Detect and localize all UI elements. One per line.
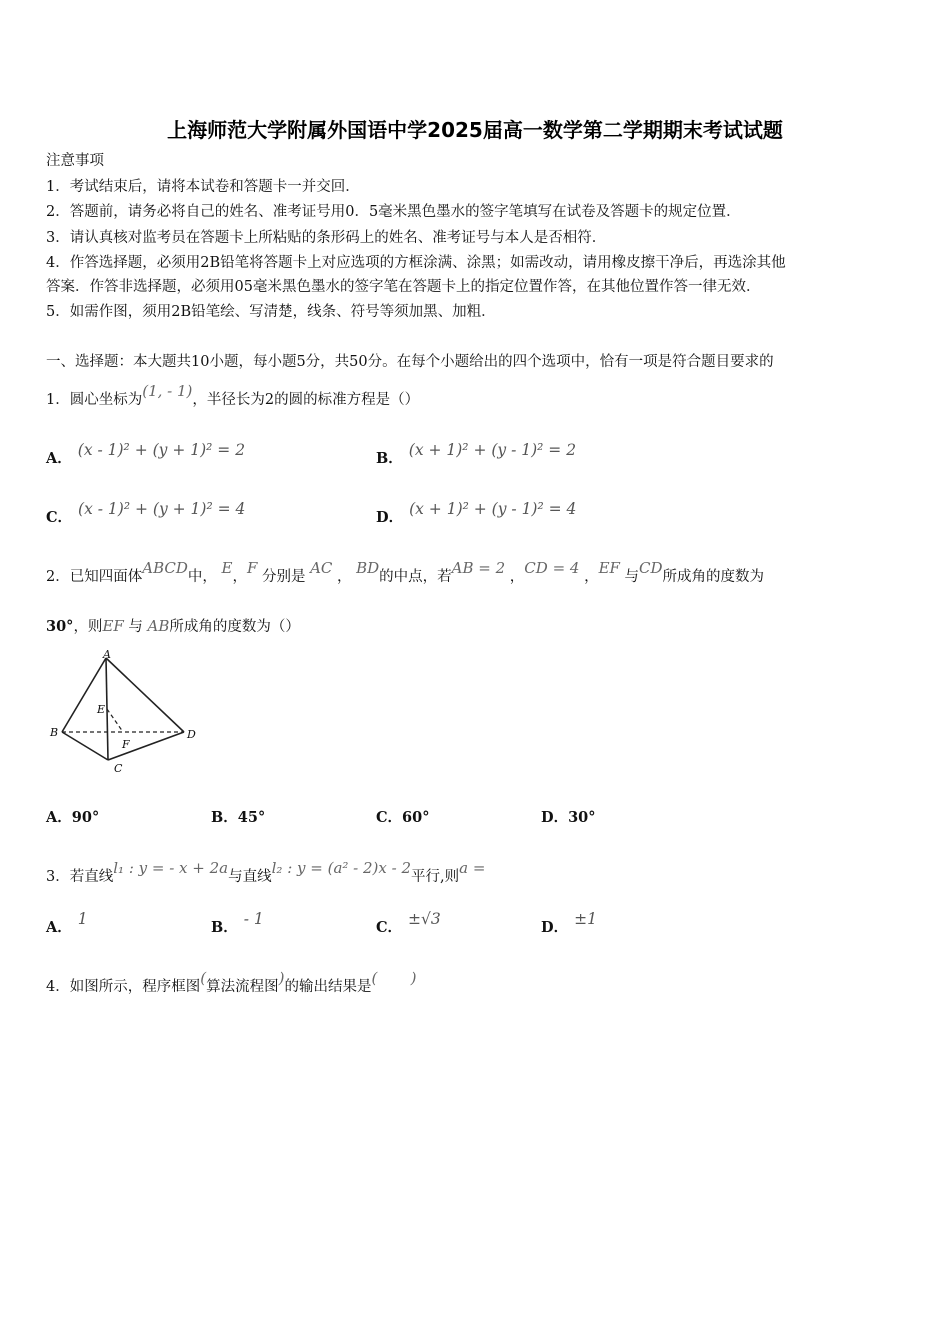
q2-math: ABCD	[142, 559, 188, 577]
question-number: 3．	[46, 869, 70, 885]
q4-paren: )	[278, 969, 285, 987]
question-4	[46, 969, 417, 997]
q2-text: 的中点，若	[379, 569, 452, 585]
option-value: - 1	[243, 910, 264, 928]
q2-math: CD	[639, 559, 663, 577]
vertex-label: B	[50, 726, 59, 739]
q2-math: F	[246, 559, 258, 577]
q1-option-a[interactable]	[46, 441, 246, 469]
question-1	[46, 382, 420, 410]
option-label: C．	[376, 809, 403, 826]
tetrahedron-figure	[46, 650, 206, 778]
vertex-label: D	[187, 728, 196, 741]
option-expr: (x + 1)² + (y - 1)² = 2	[408, 441, 577, 459]
option-label: D．	[541, 809, 569, 826]
option-value: 60°	[402, 809, 430, 826]
q2-math: EF	[102, 617, 124, 635]
q2-option-a[interactable]	[46, 808, 99, 828]
question-3	[46, 859, 486, 887]
option-label: A．	[46, 809, 72, 826]
q2-text: 所成角的度数为（）	[169, 619, 300, 635]
q3-line-2: l₂ : y = (a² - 2)x - 2	[271, 859, 412, 877]
q2-text: 与	[624, 569, 640, 585]
question-2	[46, 559, 765, 587]
q1-center: (1, - 1)	[142, 382, 193, 400]
option-value: ±√3	[408, 910, 441, 928]
q2-text: 中，	[187, 569, 217, 585]
q2-text: 已知四面体	[69, 569, 143, 585]
q1-option-c[interactable]	[46, 500, 246, 528]
q1-text-2: ，半径长为2的圆的标准方程是（）	[192, 392, 420, 408]
q3-option-d[interactable]	[541, 910, 597, 938]
notice-item: 5．如需作图，须用2B铅笔绘、写清楚，线条、符号等须加黑、加粗．	[46, 304, 496, 320]
q2-text: ，	[584, 569, 599, 585]
option-value: 90°	[71, 809, 100, 826]
q2-math: BD	[356, 559, 380, 577]
q2-text: 分别是	[261, 569, 306, 585]
q3-option-c[interactable]	[376, 910, 441, 938]
q1-text: 圆心坐标为	[69, 392, 143, 408]
option-label: D．	[541, 919, 569, 936]
option-label: B．	[211, 809, 238, 826]
option-expr: (x + 1)² + (y - 1)² = 4	[409, 500, 577, 518]
q2-math: CD = 4	[524, 559, 580, 577]
option-label: A．	[46, 450, 72, 467]
option-label: D．	[376, 509, 404, 526]
q3-option-b[interactable]	[211, 910, 264, 938]
q1-option-b[interactable]	[376, 441, 577, 469]
q2-option-d[interactable]	[541, 808, 596, 828]
option-label: B．	[211, 919, 238, 936]
option-label: C．	[376, 919, 403, 936]
q3-text: 若直线	[69, 869, 114, 885]
notice-item: 答案．作答非选择题，必须用05毫米黑色墨水的签字笔在答题卡上的指定位置作答，在其他位置作答一律无效．	[46, 279, 761, 295]
q2-angle: 30°	[46, 618, 74, 635]
option-value: ±1	[574, 910, 597, 928]
q2-math: AC	[310, 559, 333, 577]
q3-option-a[interactable]	[46, 910, 88, 938]
question-2-line-2	[46, 616, 300, 637]
option-label: C．	[46, 509, 73, 526]
question-number: 4．	[46, 979, 70, 995]
edge-cd	[108, 732, 184, 760]
option-expr: (x - 1)² + (y + 1)² = 2	[77, 441, 246, 459]
q2-text: 所成角的度数为	[662, 569, 765, 585]
q2-text: ，则	[73, 619, 103, 635]
q2-option-b[interactable]	[211, 808, 265, 828]
vertex-label: E	[97, 703, 106, 716]
edge-bc	[62, 732, 108, 760]
q3-line-1: l₁ : y = - x + 2a	[113, 859, 229, 877]
q3-text: 平行,则	[411, 869, 460, 885]
segment-ef	[107, 709, 123, 732]
q2-text: 与	[128, 619, 143, 635]
vertex-label: A	[103, 650, 111, 661]
question-number: 2．	[46, 569, 70, 585]
option-expr: (x - 1)² + (y + 1)² = 4	[78, 500, 246, 518]
q4-text: 如图所示，程序框图	[69, 979, 201, 995]
edge-ad	[106, 658, 184, 732]
q1-option-d[interactable]	[376, 500, 577, 528]
notice-item: 3．请认真核对监考员在答题卡上所粘贴的条形码上的姓名、准考证号与本人是否相符．	[46, 230, 607, 246]
option-value: 1	[77, 910, 88, 928]
notice-heading: 注意事项	[46, 153, 104, 169]
option-label: A．	[46, 919, 72, 936]
q2-math: EF	[598, 559, 620, 577]
q2-math: AB = 2	[451, 559, 506, 577]
vertex-label: F	[122, 738, 130, 751]
question-number: 1．	[46, 392, 70, 408]
q4-text: 的输出结果是	[284, 979, 372, 995]
q2-text: ，	[337, 569, 352, 585]
section-heading: 一、选择题：本大题共10小题，每小题5分，共50分。在每个小题给出的四个选项中，恰有一项是符合题目要求的	[46, 354, 774, 370]
notice-item: 2．答题前，请务必将自己的姓名、准考证号用0．5毫米黑色墨水的签字笔填写在试卷及答题卡的规定位置．	[46, 204, 741, 220]
q2-math: AB	[147, 617, 170, 635]
notice-item: 4．作答选择题，必须用2B铅笔将答题卡上对应选项的方框涂满、涂黑；如需改动，请用橡皮擦干净后，再选涂其他	[46, 255, 786, 271]
notice-item: 1．考试结束后，请将本试卷和答题卡一并交回．	[46, 179, 360, 195]
q4-paren: (	[200, 969, 207, 987]
q3-math: a =	[459, 859, 486, 877]
q2-text: ，	[232, 569, 247, 585]
edge-ab	[62, 658, 106, 732]
vertex-label: C	[114, 762, 123, 775]
page-title: 上海师范大学附属外国语中学2025届高一数学第二学期期末考试试题	[167, 118, 783, 142]
q2-math: E	[221, 559, 233, 577]
option-label: B．	[376, 450, 403, 467]
q2-option-c[interactable]	[376, 808, 429, 828]
option-value: 30°	[568, 809, 596, 826]
answer-blank: ( )	[371, 969, 417, 987]
q2-text: ，	[509, 569, 525, 585]
q4-text: 算法流程图	[206, 979, 279, 995]
q3-text: 与直线	[228, 869, 272, 885]
option-value: 45°	[237, 809, 266, 826]
